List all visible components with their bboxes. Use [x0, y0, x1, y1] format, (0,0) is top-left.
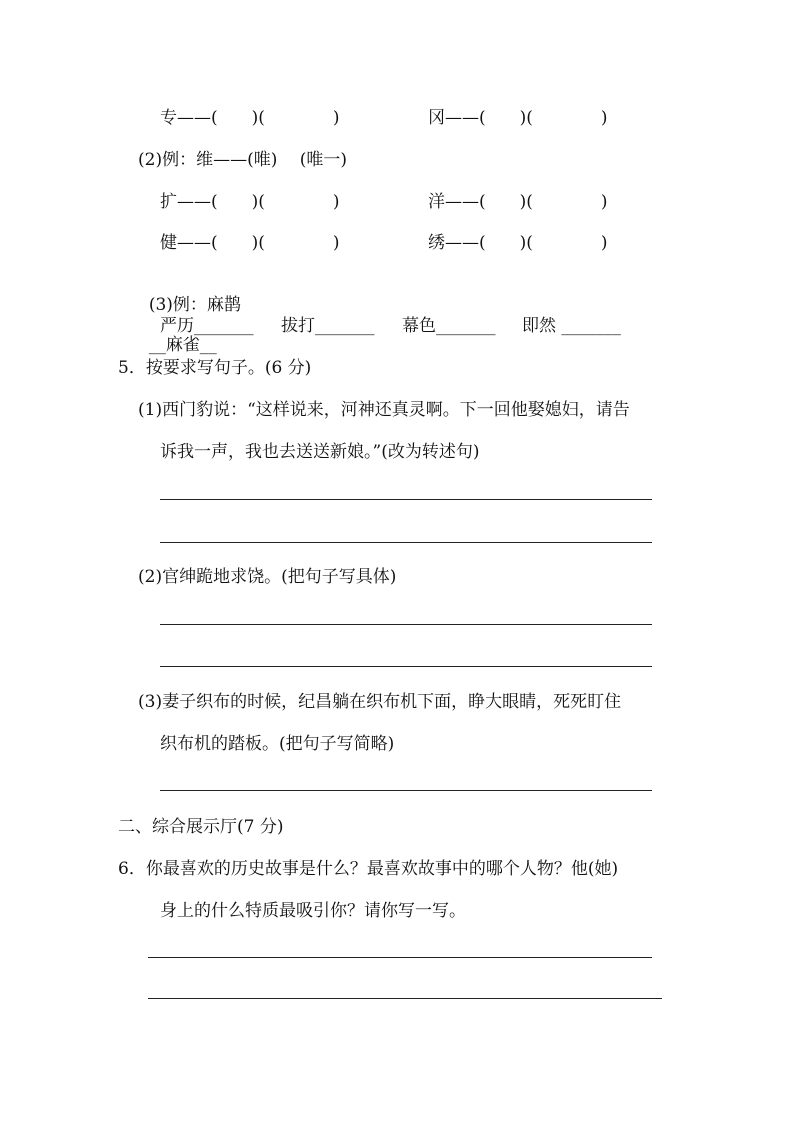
q4-part3-example: [138, 275, 241, 355]
q6-answer-line-1[interactable]: [148, 957, 652, 958]
q4-row2-right: 洋——( )( ): [428, 192, 608, 212]
q5-part1-line2: 诉我一声，我也去送送新娘。”(改为转述句): [160, 442, 480, 462]
q4-row3-right: 绣——( )( ): [428, 233, 608, 253]
q6-line2: 身上的什么特质最吸引你？请你写一写。: [160, 901, 466, 921]
q4-word-3: 幕色_______: [402, 316, 496, 336]
q5-part1-answer-line-1[interactable]: [160, 499, 652, 500]
q4-row3-left: 健——( )( ): [160, 233, 340, 253]
q6-line1: 6．你最喜欢的历史故事是什么？最喜欢故事中的哪个人物？他(她): [118, 859, 619, 879]
q5-part2-answer-line-2[interactable]: [160, 666, 652, 667]
q5-part3-answer-line[interactable]: [160, 790, 652, 791]
q4-word-2: 拔打_______: [281, 316, 375, 336]
q5-part2: (2)官绅跪地求饶。(把句子写具体): [138, 567, 397, 587]
q4-word-4: 即然 _______: [522, 316, 621, 336]
q4-part3-example-prefix: (3)例：麻鹊: [148, 295, 241, 315]
q5-part1-line1: (1)西门豹说：“这样说来，河神还真灵啊。下一回他娶媳妇，请告: [138, 400, 630, 420]
q4-row1-right: 冈——( )( ): [428, 108, 608, 128]
q4-row2-left: 扩——( )( ): [160, 192, 340, 212]
q5-part2-answer-line-1[interactable]: [160, 624, 652, 625]
q4-row1-left: 专——( )( ): [160, 108, 340, 128]
q5-part3-line1: (3)妻子织布的时候，纪昌躺在织布机下面，睁大眼睛，死死盯住: [138, 692, 622, 712]
q6-answer-line-2[interactable]: [148, 998, 662, 999]
section2-title: 二、综合展示厅(7 分): [118, 817, 284, 837]
q5-part1-answer-line-2[interactable]: [160, 542, 652, 543]
q4-part3-example-answer: __麻雀__: [148, 335, 217, 355]
q5-title: 5．按要求写句子。(6 分): [118, 358, 312, 378]
q4-part2-example: (2)例：维——(唯) (唯一): [138, 150, 348, 170]
q5-part3-line2: 织布机的踏板。(把句子写简略): [160, 734, 395, 754]
q4-word-1: 严历_______: [160, 316, 254, 336]
